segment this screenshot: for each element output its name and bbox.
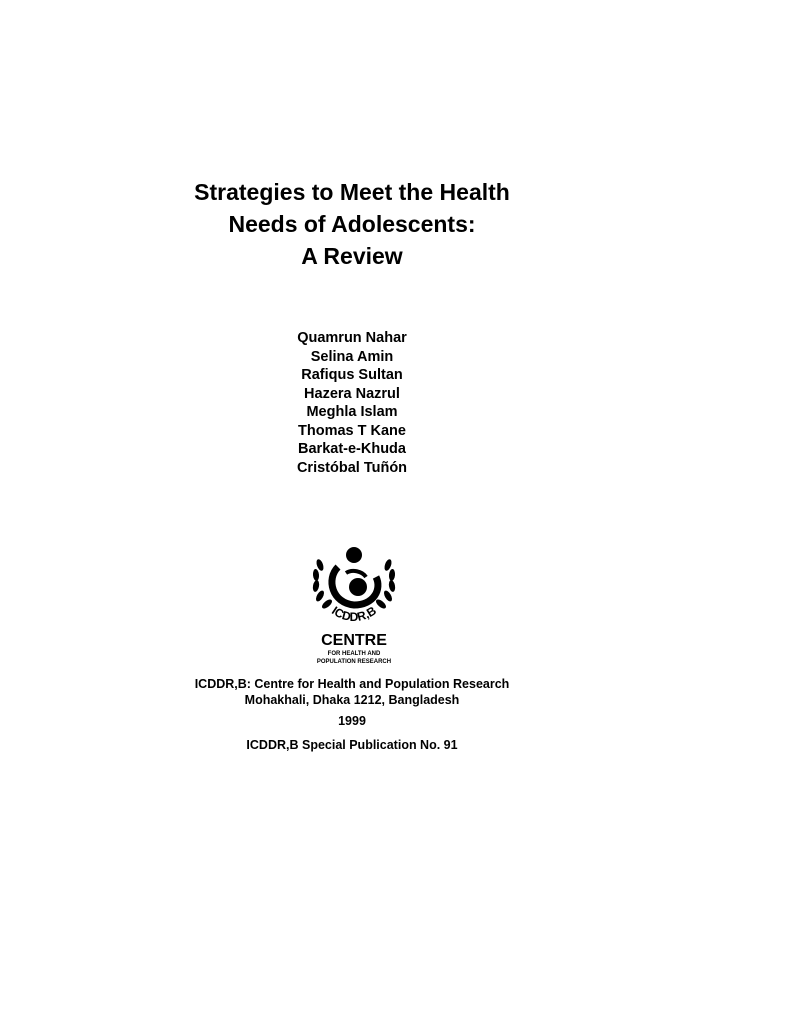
author-name: Selina Amin [310, 348, 394, 365]
logo-name: CENTRE [321, 632, 387, 649]
publication-year: 1999 [338, 714, 366, 728]
publisher-info [152, 677, 552, 708]
author-list [232, 329, 472, 477]
author-name: Rafiqus Sultan [301, 367, 403, 383]
publisher-address: Mohakhali, Dhaka 1212, Bangladesh [244, 692, 460, 707]
logo-subtitle: POPULATION RESEARCH [316, 659, 392, 665]
publication-series: ICDDR,B Special Publication No. 91 [246, 738, 458, 752]
publisher-name: ICDDR,B: Centre for Health and Population Research [194, 677, 510, 691]
title-line: Strategies to Meet the Health [194, 179, 510, 205]
icddrb-emblem-icon [308, 545, 400, 667]
author-name: Quamrun Nahar [297, 330, 407, 346]
title-line: A Review [301, 243, 403, 269]
author-name: Barkat-e-Khuda [298, 441, 406, 457]
logo-emblem-text: ICDDR,B [329, 603, 379, 624]
author-name: Cristóbal Tuñón [296, 459, 408, 476]
author-name: Thomas T Kane [298, 422, 406, 439]
logo-subtitle: FOR HEALTH AND [327, 651, 381, 657]
icddrb-logo [308, 545, 400, 667]
document-title [152, 176, 552, 272]
title-line: Needs of Adolescents: [228, 211, 476, 237]
author-name: Meghla Islam [306, 404, 398, 420]
author-name: Hazera Nazrul [304, 385, 400, 402]
